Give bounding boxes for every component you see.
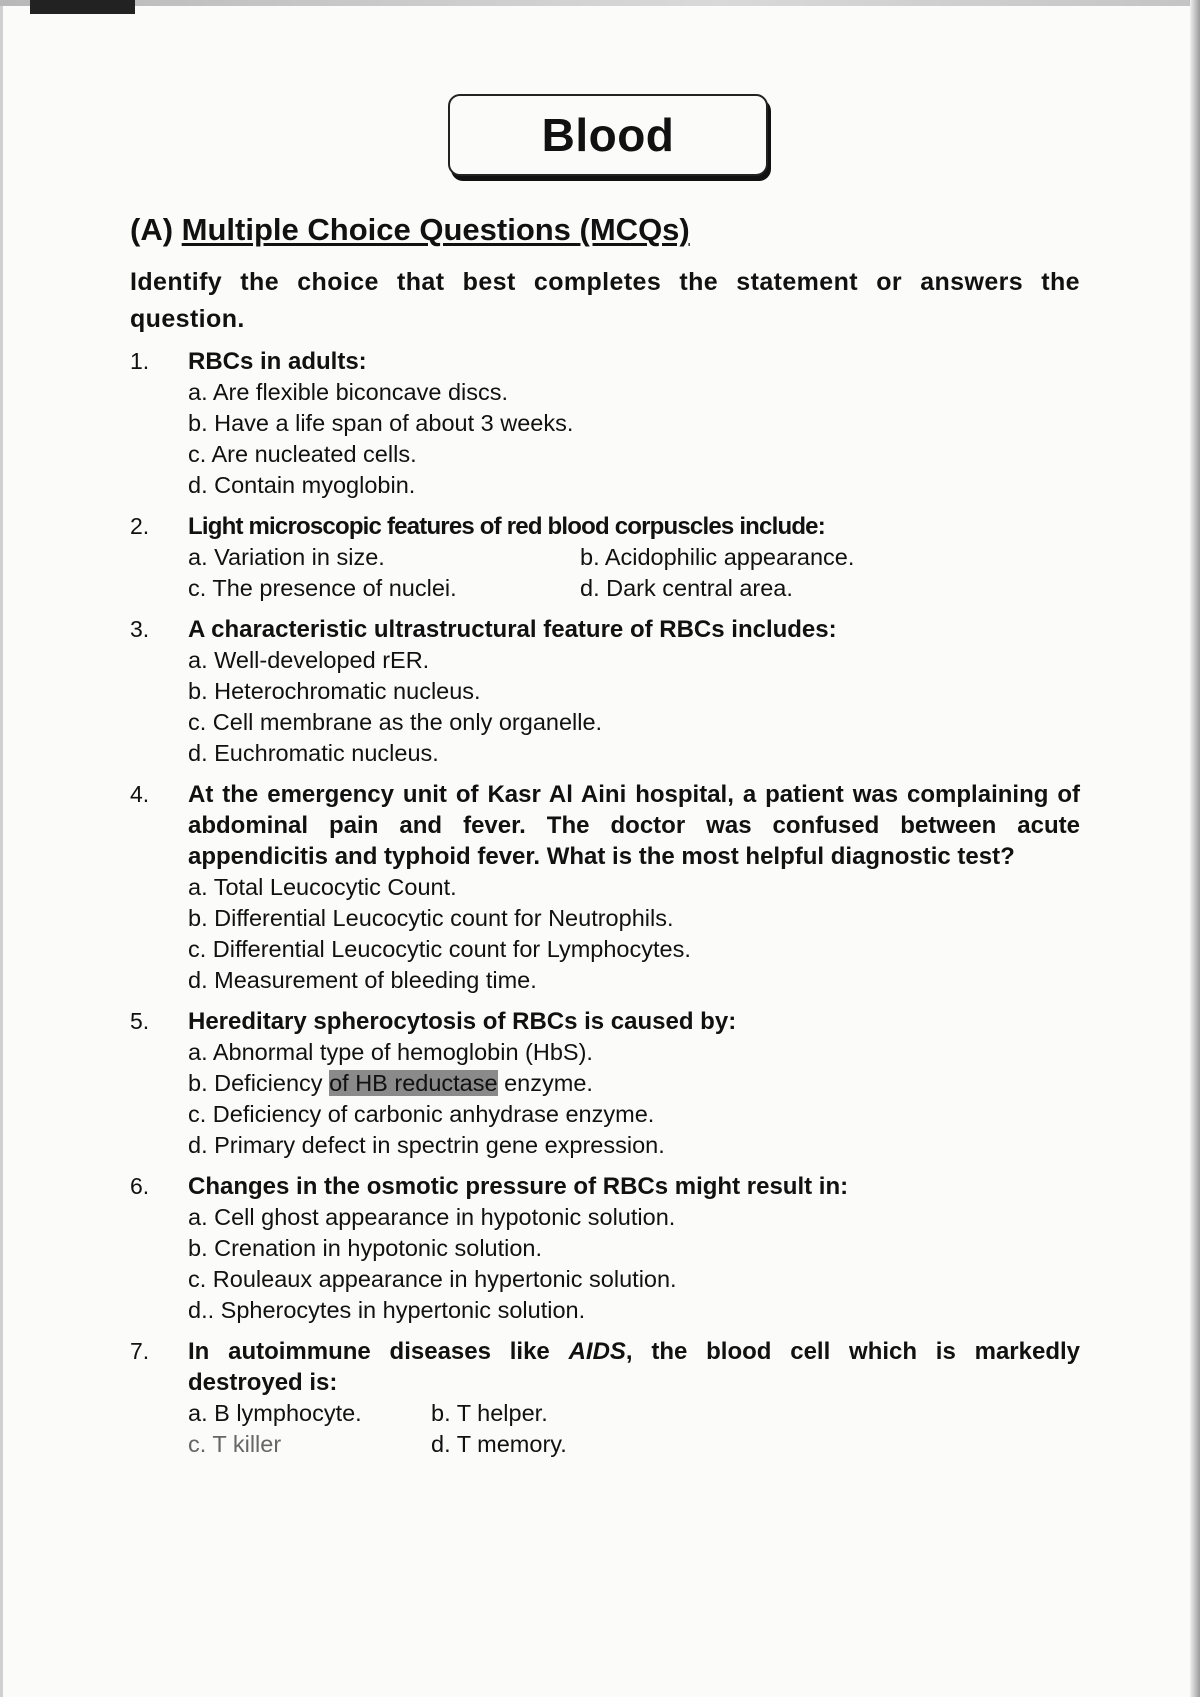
option-d: d. Primary defect in spectrin gene expression. bbox=[188, 1132, 665, 1158]
chapter-title-box bbox=[448, 94, 768, 176]
scan-left-edge bbox=[0, 0, 3, 1697]
option-b: b. Heterochromatic nucleus. bbox=[188, 678, 481, 704]
option-d: d. Contain myoglobin. bbox=[188, 472, 416, 498]
option-c: c. Cell membrane as the only organelle. bbox=[188, 709, 603, 735]
option-d: d. Dark central area. bbox=[580, 575, 793, 601]
option-c: c. The presence of nuclei. bbox=[188, 575, 457, 601]
question-number: 1. bbox=[130, 348, 150, 374]
question-number: 2. bbox=[130, 513, 150, 539]
question-5 bbox=[130, 1006, 1080, 1161]
chapter-title: Blood bbox=[541, 109, 675, 161]
options-grid bbox=[188, 542, 1080, 604]
page-content bbox=[130, 212, 1080, 1470]
question-stem: Light microscopic features of red blood corpuscles include: bbox=[188, 513, 825, 540]
highlighted-text: of HB reductase bbox=[329, 1070, 498, 1096]
option-c: c. Rouleaux appearance in hypertonic solution. bbox=[188, 1266, 677, 1292]
option-d: d. Euchromatic nucleus. bbox=[188, 740, 439, 766]
option-b: b. Differential Leucocytic count for Neutrophils. bbox=[188, 905, 674, 931]
option-a: a. Variation in size. bbox=[188, 544, 385, 570]
question-stem: RBCs in adults: bbox=[188, 348, 367, 375]
option-b-text-end: enzyme. bbox=[497, 1070, 593, 1096]
options-grid bbox=[188, 1398, 1080, 1460]
question-number: 4. bbox=[130, 781, 150, 807]
option-b: b. Have a life span of about 3 weeks. bbox=[188, 410, 574, 436]
question-stem: Changes in the osmotic pressure of RBCs might result in: bbox=[188, 1173, 849, 1200]
question-number: 7. bbox=[130, 1338, 150, 1364]
question-stem-italic: AIDS bbox=[568, 1338, 626, 1365]
option-a: a. Well-developed rER. bbox=[188, 647, 430, 673]
option-c: c. Are nucleated cells. bbox=[188, 441, 417, 467]
option-b bbox=[188, 1068, 1080, 1099]
option-d: d.. Spherocytes in hypertonic solution. bbox=[188, 1297, 586, 1323]
option-c: c. T killer bbox=[188, 1431, 282, 1457]
option-c: c. Differential Leucocytic count for Lymphocytes. bbox=[188, 936, 691, 962]
option-a: a. Total Leucocytic Count. bbox=[188, 874, 457, 900]
question-1 bbox=[130, 346, 1080, 501]
option-b: b. Crenation in hypotonic solution. bbox=[188, 1235, 543, 1261]
option-a: a. Cell ghost appearance in hypotonic solution. bbox=[188, 1204, 676, 1230]
question-2 bbox=[130, 511, 1080, 604]
scan-right-edge bbox=[1190, 0, 1200, 1697]
question-number: 3. bbox=[130, 616, 150, 642]
question-6 bbox=[130, 1171, 1080, 1326]
question-stem: Hereditary spherocytosis of RBCs is caused by: bbox=[188, 1008, 737, 1035]
question-4 bbox=[130, 779, 1080, 996]
option-b: b. T helper. bbox=[431, 1400, 548, 1426]
option-b-text: b. Deficiency bbox=[188, 1070, 330, 1096]
scan-top-edge bbox=[0, 0, 1200, 6]
section-title: Multiple Choice Questions (MCQs) bbox=[181, 212, 690, 247]
scan-top-mark bbox=[30, 0, 135, 14]
question-7 bbox=[130, 1336, 1080, 1460]
section-prefix: (A) bbox=[130, 212, 174, 247]
question-3 bbox=[130, 614, 1080, 769]
option-c: c. Deficiency of carbonic anhydrase enzyme. bbox=[188, 1101, 655, 1127]
option-d: d. T memory. bbox=[431, 1431, 567, 1457]
question-stem-end: , the blood cell which is markedly destroyed is: bbox=[188, 1338, 1080, 1396]
question-stem bbox=[188, 1336, 1080, 1398]
question-number: 5. bbox=[130, 1008, 150, 1034]
option-a: a. Are flexible biconcave discs. bbox=[188, 379, 509, 405]
question-stem: A characteristic ultrastructural feature of RBCs includes: bbox=[188, 616, 837, 643]
question-number: 6. bbox=[130, 1173, 150, 1199]
question-stem: At the emergency unit of Kasr Al Aini hospital, a patient was complaining of abdominal pain and fever. The doctor was confused between acute appendicitis and typhoid fever. What is the most helpful diagnostic test? bbox=[188, 781, 1080, 870]
option-a: a. Abnormal type of hemoglobin (HbS). bbox=[188, 1039, 593, 1065]
option-b: b. Acidophilic appearance. bbox=[580, 544, 855, 570]
instructions: Identify the choice that best completes the statement or answers the question. bbox=[130, 268, 1080, 333]
question-stem-start: In autoimmune diseases like bbox=[188, 1338, 569, 1365]
section-heading bbox=[130, 212, 1080, 248]
option-a: a. B lymphocyte. bbox=[188, 1400, 362, 1426]
option-d: d. Measurement of bleeding time. bbox=[188, 967, 537, 993]
